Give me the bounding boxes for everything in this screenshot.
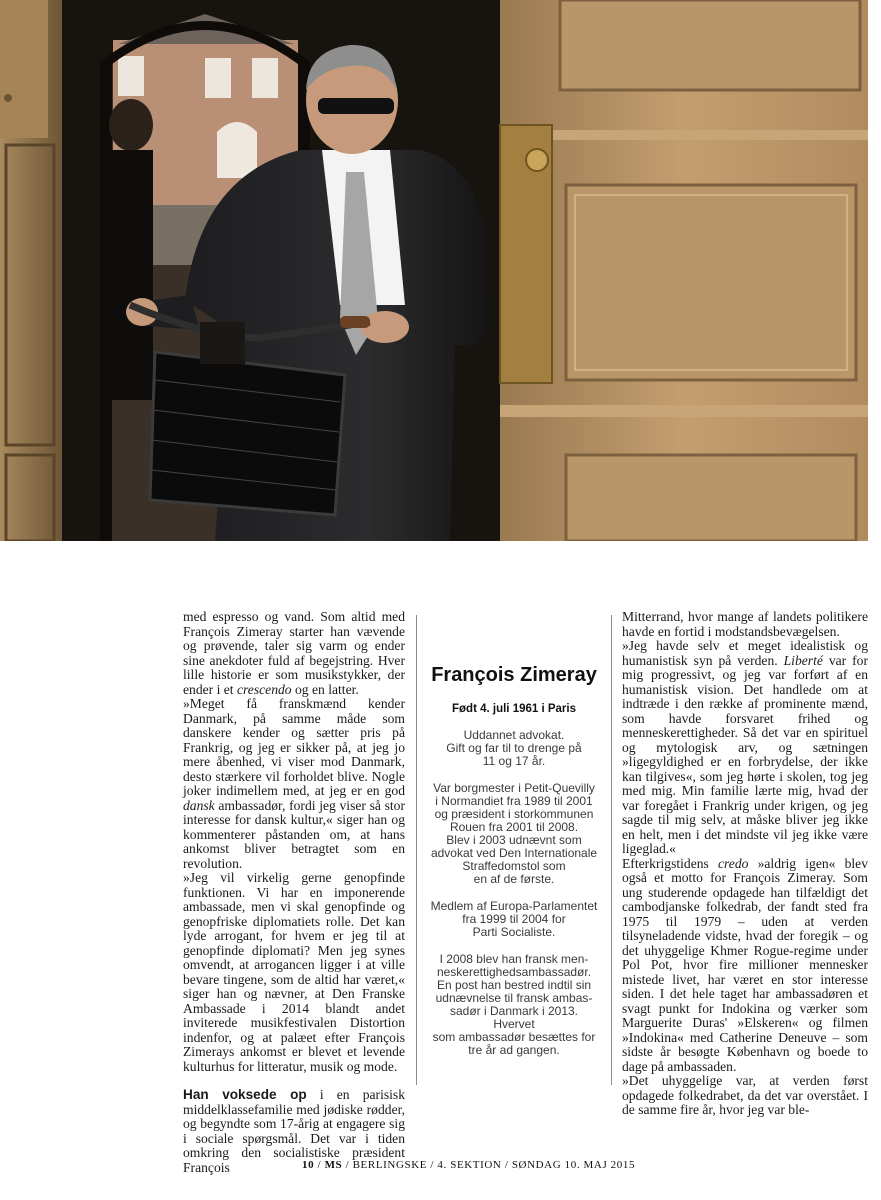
section-name: MS	[324, 1159, 343, 1171]
paragraph: »Det uhyggelige var, at verden først opdagede folkedrabet, da det var overstået. I de samme fire år, hvor jeg var ble-	[622, 1073, 868, 1117]
paragraph: Han voksede op i en parisisk middelklassefamilie med jødiske rødder, og begyndte som 17-årig at engagere sig i sociale spørgsmål. Det var i tiden omkring den socialistiske præsident François	[183, 1087, 406, 1175]
article-column-right	[622, 610, 868, 1118]
photo-portrait-bicycle	[0, 0, 868, 541]
paragraph: »Meget få franskmænd kender Danmark, på samme måde som danskere kender og sætter pris på Frankrig, og jeg er sikker på, at jeg jo mere åbenhed, vi viser mod Danmark, desto stærkere vil forholdet blive. Nogle joker indimellem med, at jeg er en god dansk ambassadør, fordi jeg viser så stor interesse for dansk kultur,« siger han og kommenterer påstanden om, at hans ankomst bliver betragtet som en revolution.	[183, 696, 405, 871]
paragraph: »Jeg vil virkelig gerne genopfinde funktionen. Vi har en imponerende ambassade, men vi skal genopfinde og genopfriske diplomatiets rolle. Det kan lyde arrogant, for hvem er jeg til at genopfinde diplomati? Men jeg synes omvendt, at arrogancen ligger i at ville bevare tingene, som de altid har været,« siger han og nævner, at Den Franske Ambassade i 2014 blandt andet inviterede musikfestivalen Distortion indenfor, og at palæet efter François Zimerays ankomst er blevet et levende kulturhus for litteratur, musik og mode.	[183, 870, 405, 1074]
page-number: 10	[302, 1159, 315, 1171]
column-divider	[611, 615, 612, 1085]
paragraph: Mitterrand, hvor mange af landets politikere havde en fortid i modstandsbevægelsen.	[622, 609, 868, 639]
profile-factbox	[428, 664, 600, 1071]
factbox-text: I 2008 blev han fransk men- neskerettighedsambassadør. En post han bestred indtil sin udnævnelse til fransk ambas- sadør i Danmark i 2013. Hvervet som ambassadør besættes for tre år ad gangen.	[432, 952, 596, 1057]
article-column-left	[183, 610, 405, 1175]
factbox-text: Var borgmester i Petit-Quevilly i Normandiet fra 1989 til 2001 og præsident i storkommunen Rouen fra 2001 til 2008. Blev i 2003 udnævnt som advokat ved Den Internationale Straffedomstol som en af de første.	[430, 781, 598, 886]
factbox-text: Uddannet advokat. Gift og far til to drenge på 11 og 17 år.	[446, 728, 582, 768]
article-photo	[0, 0, 868, 541]
paragraph: »Jeg havde selv et meget idealistisk og humanistisk syn på verden. Liberté var for mig progressivt, og jeg var forført af en humanistisk vision. Det handlede om at indtræde i den række af prominente mænd, som havde forsvaret frihed og menneskerettigheder. Så det var en spirituel og mytologisk arv, og sætningen »ligegyldighed er en forbrydelse, der ikke kan tilgives«, som jeg hørte i skolen, tog jeg med mig. Min familie lærte mig, hvad der var foregået i Frankrig under krigen, og jeg sagde til mig selv, at måske bliver jeg ikke en helt, men i det mindste vil jeg ikke være ligeglad.«	[622, 638, 868, 856]
paragraph: Efterkrigstidens credo »aldrig igen« blev også et motto for François Zimeray. Som ung studerende opdagede han tilfældigt det cambodjanske folkedrab, der fandt sted fra 1975 til 1979 – uden at verden tilsyneladende vidste, hvad der foregik – og det uhyggelige Khmer Rogue-regime under Pol Pot, hvor fire millioner mennesker mistede livet, har været en stor interesse siden. I det hele taget har ambassadøren et svagt punkt for Indokina og værker som Marguerite Duras' »Elskeren« og filmen »Indokina« med Catherine Deneuve – som sidste år besøgte København og boede to dage på ambassaden.	[622, 855, 868, 1074]
paragraph: med espresso og vand. Som altid med François Zimeray starter han vævende og prøvende, taler sig varm og ender sine anekdoter fuld af begejstring. Hver lille historie er som musikstykker, der ender i et crescendo og en latter.	[183, 609, 405, 697]
column-divider	[416, 615, 417, 1085]
factbox-text: Medlem af Europa-Parlamentet fra 1999 til 2004 for Parti Socialiste.	[430, 899, 598, 939]
page-footer: 10 / MS / BERLINGSKE / 4. SEKTION / SØNDAG 10. MAJ 2015	[302, 1159, 636, 1171]
section-lead-in: Han voksede op	[183, 1087, 307, 1102]
publication-info: / BERLINGSKE / 4. SEKTION / SØNDAG 10. MAJ 2015	[342, 1159, 636, 1171]
factbox-birth: Født 4. juli 1961 i Paris	[452, 703, 576, 715]
factbox-name: François Zimeray	[431, 664, 597, 686]
